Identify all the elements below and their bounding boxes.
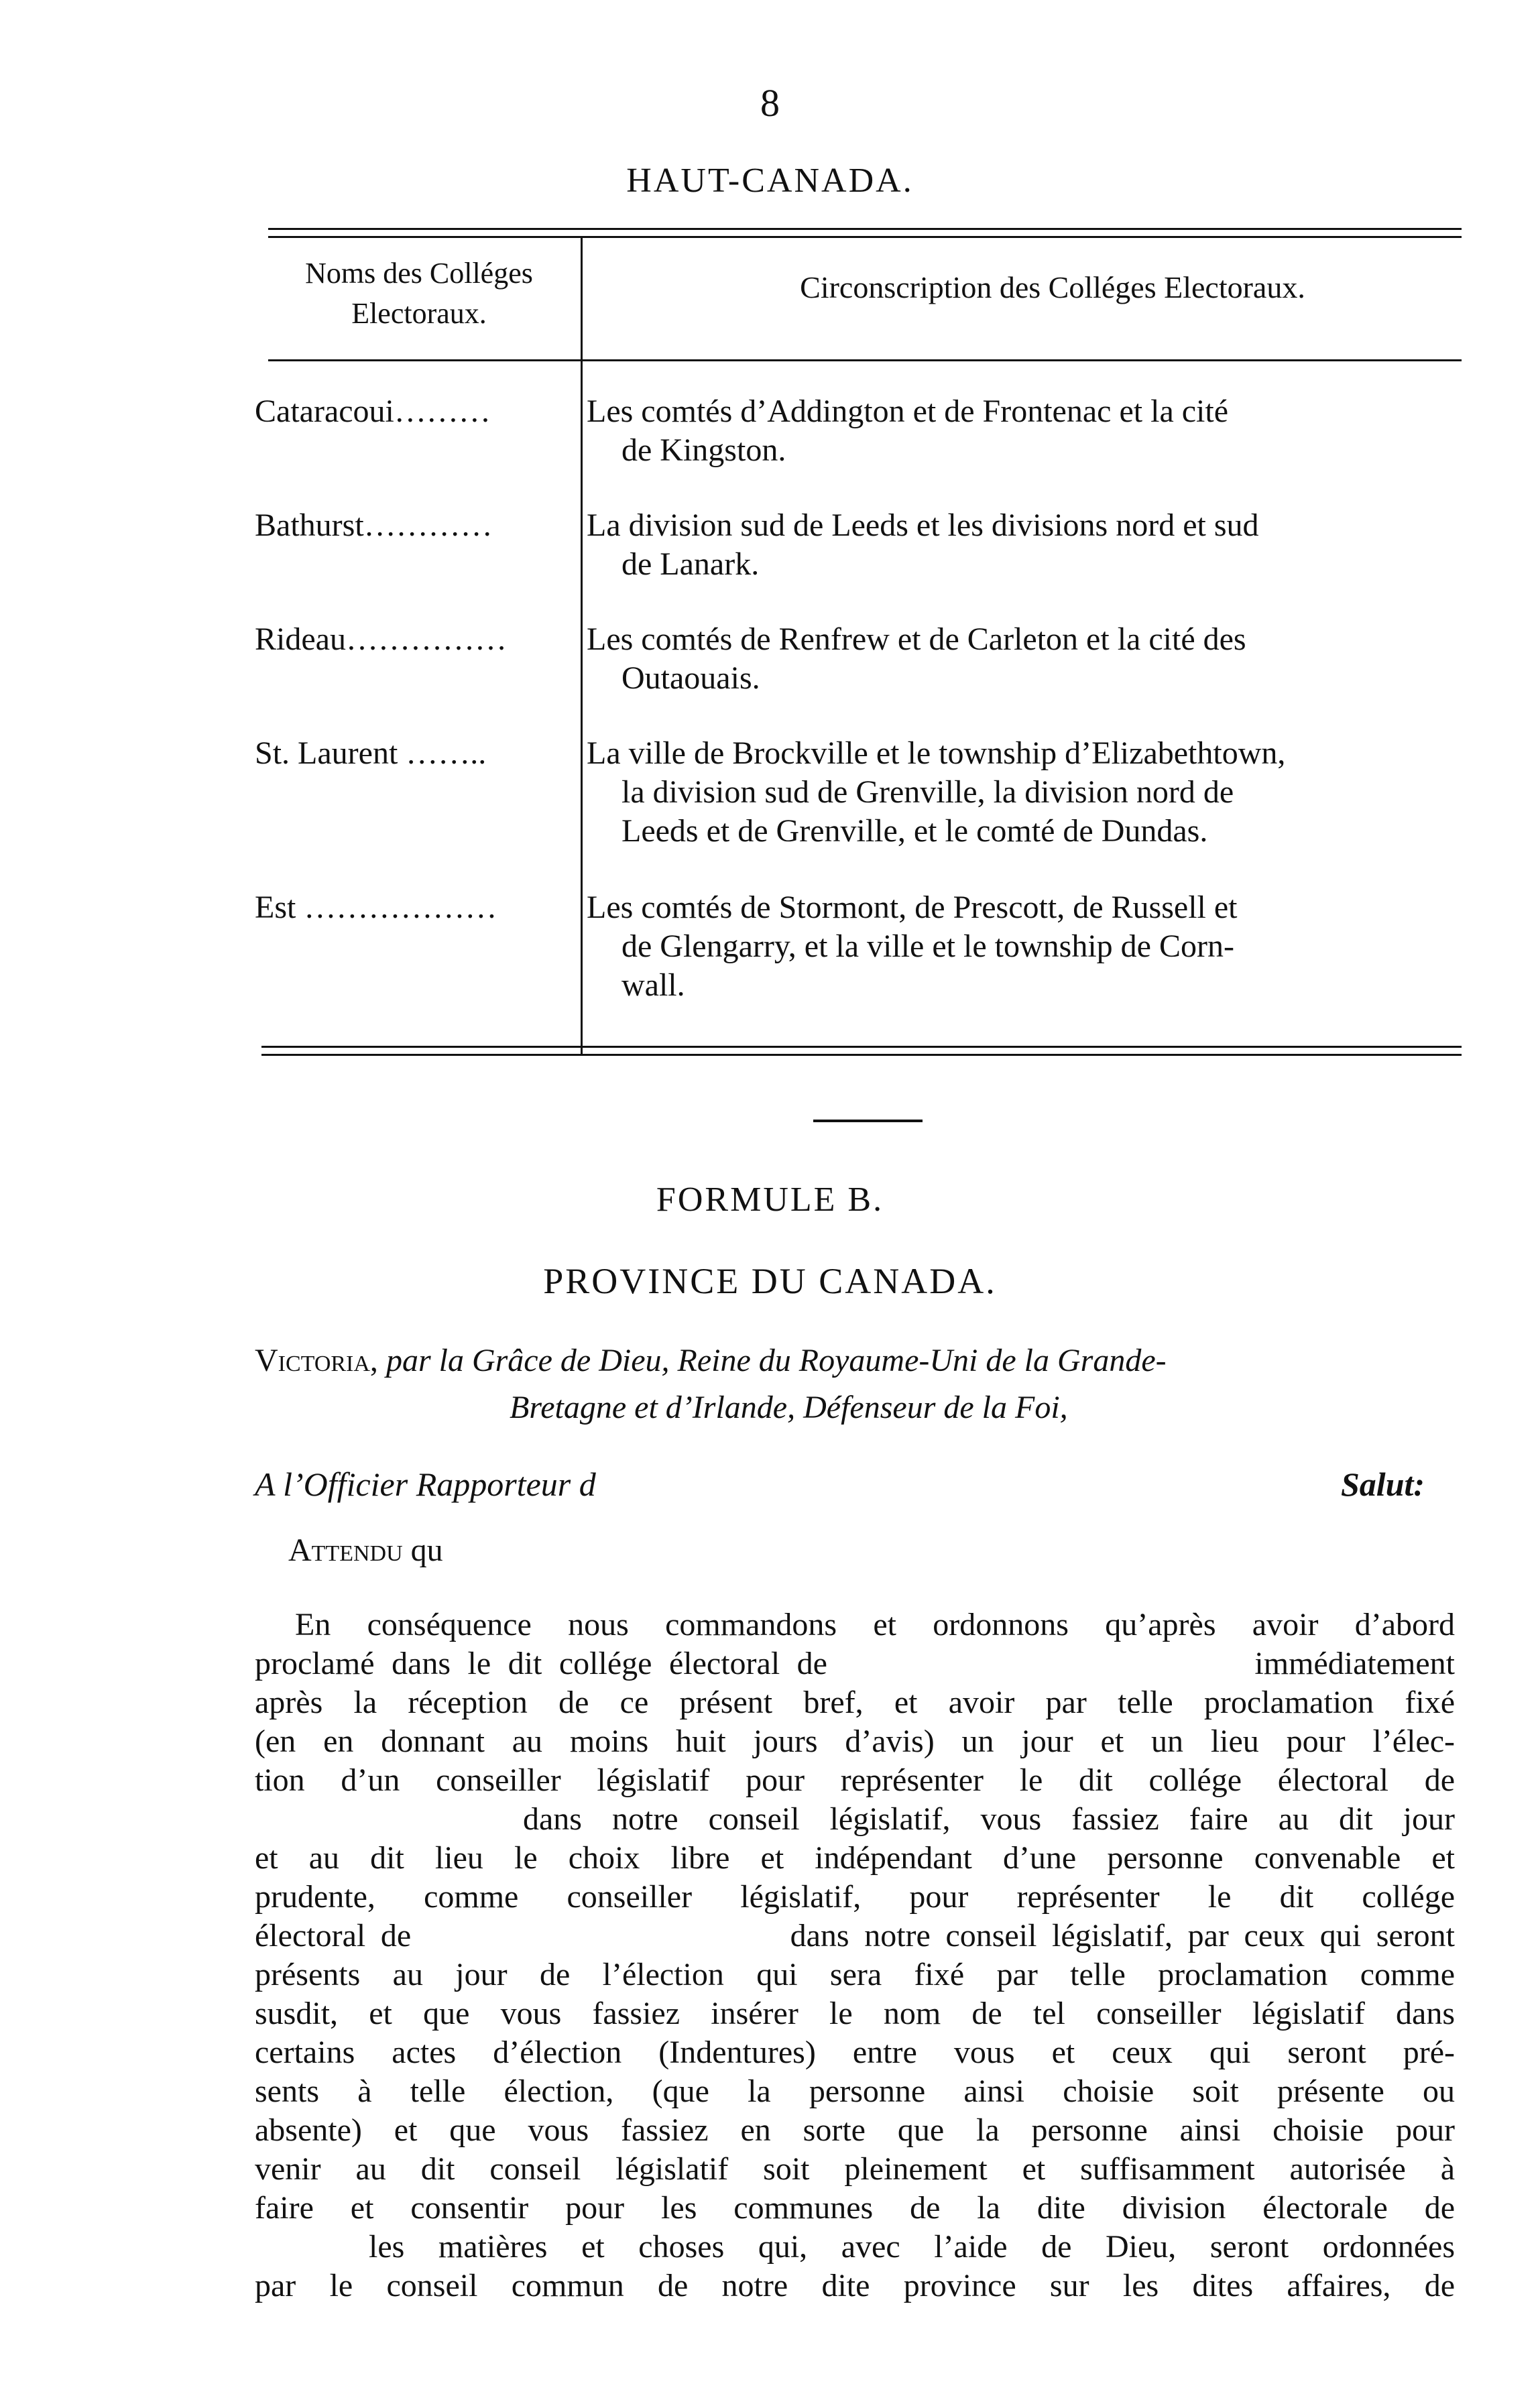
college-name: Est ………………	[255, 890, 497, 925]
college-description	[587, 506, 1458, 584]
body-line: susdit, et que vous fassiez insérer le nom de tel conseiller législatif dans	[255, 1996, 1455, 2031]
college-name: St. Laurent ……..	[255, 735, 487, 771]
description-line: la division sud de Grenville, la division nord de	[621, 774, 1234, 810]
body-line: proclamé dans le dit collége électoral de immédiatement	[255, 1646, 1455, 1681]
column-header-line: Noms des Colléges	[305, 257, 533, 290]
body-line: (en en donnant au moins huit jours d’avis) un jour et un lieu pour l’élec-	[255, 1724, 1455, 1759]
description-line: Les comtés de Renfrew et de Carleton et la cité des	[587, 621, 1246, 657]
body-line: et au dit lieu le choix libre et indépendant d’une personne convenable et	[255, 1840, 1455, 1876]
description-line: La ville de Brockville et le township d’Elizabethtown,	[587, 735, 1286, 771]
college-description	[587, 620, 1458, 698]
column-header-line: Electoraux.	[351, 297, 487, 330]
form-title: FORMULE B.	[656, 1181, 884, 1219]
attendu-text: qu	[402, 1532, 443, 1568]
column-header-circonscription: Circonscription des Colléges Electoraux.	[800, 270, 1305, 304]
description-line: La division sud de Leeds et les divisions nord et sud	[587, 507, 1259, 543]
section-divider	[813, 1120, 923, 1122]
description-line: Les comtés d’Addington et de Frontenac et la cité	[587, 394, 1229, 429]
description-line: Les comtés de Stormont, de Prescott, de Russell et	[587, 890, 1238, 925]
royal-salutation	[255, 1337, 1462, 1431]
greeting: Salut:	[1341, 1465, 1425, 1503]
body-line: par le conseil commun de notre dite province sur les dites affaires, de	[255, 2268, 1455, 2303]
body-line: sents à telle élection, (que la personne ainsi choisie soit présente ou	[255, 2073, 1455, 2109]
sovereign-name: Victoria,	[255, 1343, 378, 1378]
salutation-line	[255, 1337, 1462, 1384]
addressee: A l’Officier Rapporteur d	[255, 1465, 596, 1503]
electoral-colleges-table	[255, 221, 1462, 1063]
body-line: prudente, comme conseiller législatif, pour représenter le dit collége	[255, 1879, 1455, 1915]
writ-body	[255, 1606, 1455, 2305]
province-title: PROVINCE DU CANADA.	[543, 1261, 997, 1301]
description-line: Outaouais.	[621, 660, 760, 696]
attendu-clause	[288, 1532, 443, 1569]
attendu-word: Attendu	[288, 1532, 403, 1568]
college-description	[587, 734, 1458, 851]
salutation-text: par la Grâce de Dieu, Reine du Royaume-Uni de la Grande-	[377, 1343, 1167, 1378]
body-line: absente) et que vous fassiez en sorte que la personne ainsi choisie pour	[255, 2112, 1455, 2148]
college-description	[587, 392, 1458, 470]
body-line: les matières et choses qui, avec l’aide de Dieu, seront ordonnées	[369, 2229, 1455, 2265]
college-name: Rideau……………	[255, 621, 507, 657]
body-line: venir au dit conseil législatif soit pleinement et suffisamment autorisée à	[255, 2151, 1455, 2187]
body-line: électoral de dans notre conseil législatif, par ceux qui seront	[255, 1918, 1455, 1953]
column-header-college-names	[255, 253, 583, 334]
description-line: de Lanark.	[621, 546, 760, 582]
salutation-line: Bretagne et d’Irlande, Défenseur de la Foi,	[510, 1390, 1068, 1425]
description-line: de Kingston.	[621, 432, 786, 468]
body-line: En conséquence nous commandons et ordonnons qu’après avoir d’abord	[295, 1607, 1455, 1642]
body-line: dans notre conseil législatif, vous fassiez faire au dit jour	[523, 1801, 1455, 1837]
page-number: 8	[760, 81, 780, 125]
page-heading: HAUT-CANADA.	[626, 162, 914, 200]
college-name: Bathurst…………	[255, 507, 493, 543]
college-description	[587, 888, 1458, 1005]
body-line: certains actes d’élection (Indentures) entre vous et ceux qui seront pré-	[255, 2035, 1455, 2070]
body-line: présents au jour de l’élection qui sera fixé par telle proclamation comme	[255, 1957, 1455, 1992]
body-line: faire et consentir pour les communes de la dite division électorale de	[255, 2190, 1455, 2226]
description-line: de Glengarry, et la ville et le township de Corn-	[621, 928, 1234, 964]
body-line: tion d’un conseiller législatif pour représenter le dit collége électoral de	[255, 1762, 1455, 1798]
description-line: Leeds et de Grenville, et le comté de Dundas.	[621, 813, 1208, 849]
body-line: après la réception de ce présent bref, et avoir par telle proclamation fixé	[255, 1685, 1455, 1720]
description-line: wall.	[621, 967, 685, 1003]
college-name: Cataracoui………	[255, 394, 491, 429]
